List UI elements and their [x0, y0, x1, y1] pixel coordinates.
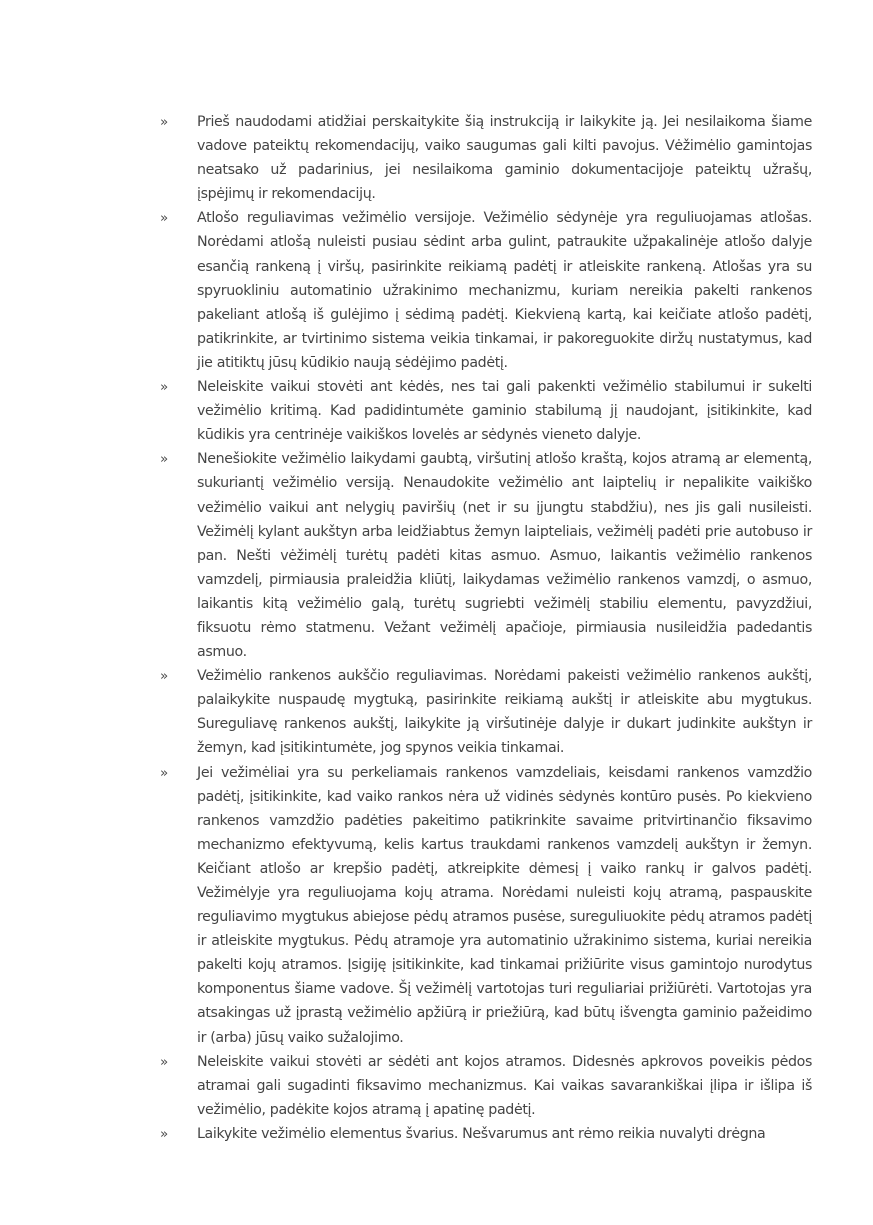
bullet-marker: »	[160, 1053, 169, 1070]
list-item-text: Neleiskite vaikui stovėti ar sėdėti ant kojos atramos. Didesnės apkrovos poveikis pėdos atramai gali sugadinti fiksavimo mechanizmus. Kai vaikas savarankiškai įlipa ir išlipa iš vežimėlio, padėkite kojos atramą į apatinę padėtį.	[197, 1053, 812, 1118]
bullet-marker: »	[160, 451, 169, 468]
bullet-marker: »	[160, 210, 169, 227]
list-item-text: Jei vežimėliai yra su perkeliamais rankenos vamzdeliais, keisdami rankenos vamzdžio padėtį, įsitikinkite, kad vaiko rankos nėra už vidinės sėdynės kontūro pusės. Po kiekvieno rankenos vamzdžio padėties pakeitimo patikrinkite savaime pritvirtinančio fiksavimo mechanizmo efektyvumą, kelis kartus traukdami rankenos vamzdelį aukštyn ir žemyn. Keičiant atlošo ar krepšio padėtį, atkreipkite dėmesį į vaiko rankų ir galvos padėtį. Vežimėlyje yra reguliuojama kojų atrama. Norėdami nuleisti kojų atramą, paspauskite reguliavimo mygtukus abiejose pėdų atramos pusėse, sureguliuokite pėdų atramos padėtį ir atleiskite mygtukus. Pėdų atramoje yra automatinio užrakinimo sistema, kuriai nereikia pakelti kojų atramos. Įsigiję įsitikinkite, kad tinkamai prižiūrite visus gamintojo nurodytus komponentus šiame vadove. Šį vežimėlį vartotojas turi reguliariai prižiūrėti. Vartotojas yra atsakingas už įprastą vežimėlio apžiūrą ir priežiūrą, kad būtų išvengta gaminio pažeidimo ir (arba) jūsų vaiko sužalojimo.	[197, 764, 812, 1046]
bullet-marker: »	[160, 764, 169, 781]
list-item-text: Atlošo reguliavimas vežimėlio versijoje. Vežimėlio sėdynėje yra reguliuojamas atlošas. Norėdami atlošą nuleisti pusiau sėdint arba gulint, patraukite užpakalinėje atlošo dalyje esančią rankeną į viršų, pasirinkite reikiamą padėtį ir atleiskite rankeną. Atlošas yra su spyruokliniu automatinio užrakinimo mechanizmu, kuriam nereikia pakelti rankenos pakeliant atlošą iš gulėjimo į sėdimą padėtį. Kiekvieną kartą, kai keičiate atlošo padėtį, patikrinkite, ar tvirtinimo sistema veikia tinkamai, ir pakoreguokite diržų nustatymus, kad jie atitiktų jūsų kūdikio naują sėdėjimo padėtį.	[197, 210, 812, 371]
list-item	[160, 206, 812, 375]
list-item	[160, 110, 812, 206]
instruction-list	[160, 110, 812, 1146]
list-item	[160, 447, 812, 664]
list-item	[160, 664, 812, 760]
list-item-text: Vežimėlio rankenos aukščio reguliavimas. Norėdami pakeisti vežimėlio rankenos aukštį, palaikykite nuspaudę mygtuką, pasirinkite reikiamą aukštį ir atleiskite abu mygtukus. Sureguliavę rankenos aukštį, laikykite ją viršutinėje dalyje ir dukart judinkite aukštyn ir žemyn, kad įsitikintumėte, jog spynos veikia tinkamai.	[197, 668, 812, 757]
list-item	[160, 1122, 812, 1146]
bullet-marker: »	[160, 114, 169, 130]
list-item	[160, 1050, 812, 1122]
list-item-text: Nenešiokite vežimėlio laikydami gaubtą, viršutinį atlošo kraštą, kojos atramą ar elementą, sukuriantį vežimėlio versiją. Nenaudokite vežimėlio ant laiptelių ir nepalikite vaikiško vežimėlio vaikui ant nelygių paviršių (net ir su įjungtu stabdžiu), nes jis gali nusileisti. Vežimėlį kylant aukštyn arba leidžiabtus žemyn laipteliais, vežimėlį padėti prie autobuso ir pan. Nešti vėžimėlį turėtų padėti kitas asmuo. Asmuo, laikantis vežimėlio rankenos vamzdelį, pirmiausia praleidžia kliūtį, laikydamas vežimėlio rankenos vamzdį, o asmuo, laikantis kitą vežimėlio galą, turėtų sugriebti vežimėlį stabiliu elementu, pavyzdžiui, fiksuotu rėmo statmenu. Vežant vežimėlį apačioje, pirmiausia nusileidžia padedantis asmuo.	[197, 451, 812, 661]
bullet-marker: »	[160, 379, 169, 396]
list-item	[160, 761, 812, 1050]
list-item	[160, 375, 812, 447]
list-item-text: Prieš naudodami atidžiai perskaitykite šią instrukciją ir laikykite ją. Jei nesilaikoma šiame vadove pateiktų rekomendacijų, vaiko saugumas gali kilti pavojus. Vėžimėlio gamintojas neatsako už padarinius, jei nesilaikoma gaminio dokumentacijoje pateiktų užrašų, įspėjimų ir rekomendacijų.	[197, 114, 812, 203]
list-item-text: Laikykite vežimėlio elementus švarius. Nešvarumus ant rėmo reikia nuvalyti drėgna	[197, 1125, 766, 1142]
bullet-marker: »	[160, 668, 169, 685]
bullet-marker: »	[160, 1125, 169, 1142]
list-item-text: Neleiskite vaikui stovėti ant kėdės, nes tai gali pakenkti vežimėlio stabilumui ir sukelti vežimėlio kritimą. Kad padidintumėte gaminio stabilumą jį naudojant, įsitikinkite, kad kūdikis yra centrinėje vaikiškos lovelės ar sėdynės vieneto dalyje.	[197, 379, 812, 444]
